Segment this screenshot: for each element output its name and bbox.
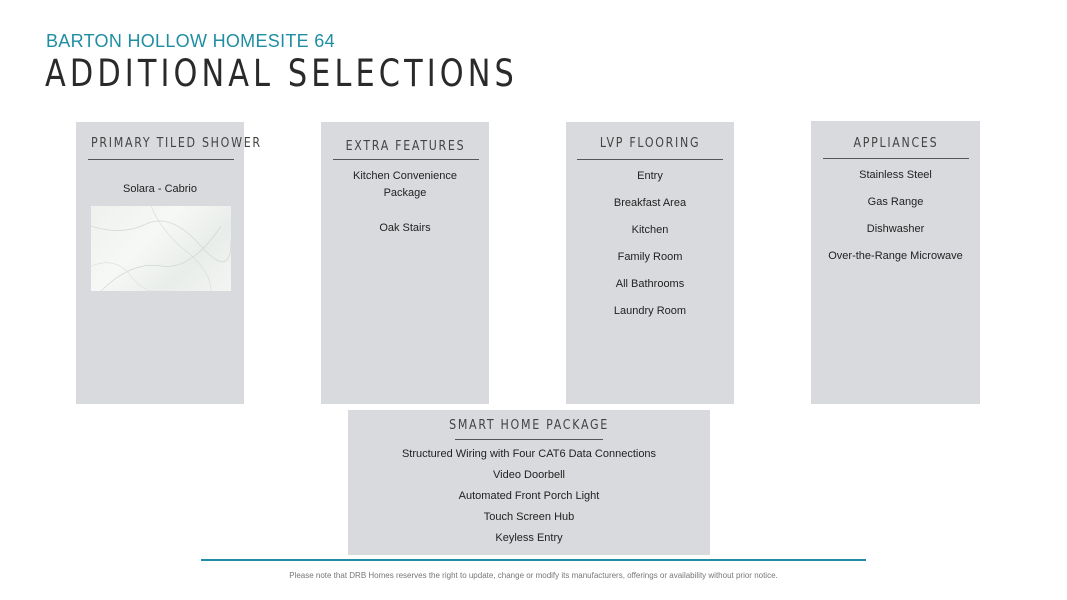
- disclaimer-note: Please note that DRB Homes reserves the right to update, change or modify its manufacturers, offerings or availability without prior notice.: [289, 571, 778, 580]
- card-lvp-flooring: [566, 122, 734, 404]
- card-heading: EXTRA FEATURES: [345, 139, 465, 154]
- card-smart-home-package: [348, 410, 710, 555]
- selection-item: Kitchen Convenience: [353, 170, 457, 182]
- tile-sample-image: [91, 206, 231, 291]
- card-heading: APPLIANCES: [853, 136, 938, 151]
- selection-item: Kitchen: [631, 224, 669, 236]
- selection-item: Gas Range: [867, 196, 924, 208]
- card-heading-rule: [88, 159, 234, 160]
- page-title: ADDITIONAL SELECTIONS: [45, 52, 518, 95]
- card-heading: SMART HOME PACKAGE: [449, 418, 609, 433]
- selection-item: Breakfast Area: [613, 197, 687, 209]
- selection-item: Stainless Steel: [859, 169, 932, 181]
- card-heading-rule: [455, 439, 603, 440]
- selection-item: Structured Wiring with Four CAT6 Data Connections: [401, 448, 657, 460]
- community-homesite-subtitle: BARTON HOLLOW HOMESITE 64: [46, 31, 335, 51]
- card-heading-rule: [577, 159, 723, 160]
- selection-item: Over-the-Range Microwave: [828, 250, 963, 262]
- footer-divider: [201, 559, 866, 561]
- selection-item: All Bathrooms: [615, 278, 685, 290]
- card-heading-rule: [333, 159, 479, 160]
- card-extra-features: [321, 122, 489, 404]
- selection-item: Dishwasher: [866, 223, 925, 235]
- card-heading: PRIMARY TILED SHOWER: [91, 136, 262, 151]
- selection-item: Oak Stairs: [379, 222, 431, 234]
- selection-item: Touch Screen Hub: [483, 511, 575, 523]
- selection-item: Entry: [637, 170, 663, 182]
- selection-item: Keyless Entry: [495, 532, 563, 544]
- selection-item: Video Doorbell: [493, 469, 565, 481]
- selection-item: Laundry Room: [613, 305, 687, 317]
- selection-item: Package: [383, 187, 427, 199]
- card-heading: LVP FLOORING: [599, 136, 701, 151]
- card-heading-rule: [823, 158, 969, 159]
- card-primary-tiled-shower: [76, 122, 262, 404]
- selection-item: Solara - Cabrio: [123, 183, 197, 195]
- card-appliances: [811, 121, 980, 404]
- selection-item: Automated Front Porch Light: [458, 490, 600, 502]
- selection-item: Family Room: [617, 251, 683, 263]
